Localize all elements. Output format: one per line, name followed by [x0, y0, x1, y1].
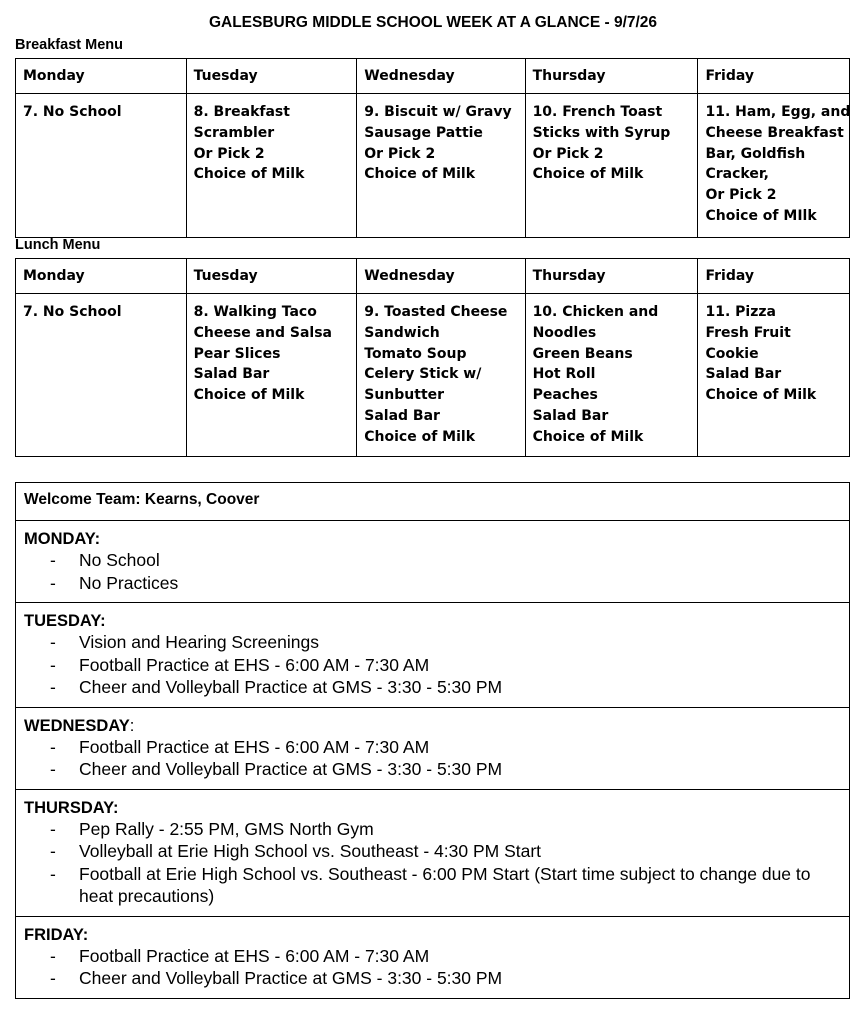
event-list: [24, 631, 841, 699]
lunch-menu-table: [15, 258, 850, 457]
menu-item: 10. Chicken and: [532, 304, 659, 320]
day-name: MONDAY: [24, 530, 95, 548]
breakfast-header-row: [16, 59, 850, 94]
weekly-info-box: [15, 482, 850, 999]
event-text: No School: [79, 550, 160, 570]
event-item: [24, 863, 841, 908]
menu-item: Choice of Milk: [364, 428, 475, 445]
dash-bullet: -: [50, 945, 56, 966]
menu-item: Pear Slices: [193, 345, 281, 362]
event-text: Pep Rally - 2:55 PM, GMS North Gym: [79, 818, 374, 839]
lunch-cell-wednesday: [357, 294, 525, 457]
menu-item: 11. Ham, Egg, and: [705, 104, 851, 120]
breakfast-header-thursday: Thursday: [525, 59, 698, 94]
event-item: [24, 654, 841, 677]
event-text: Football Practice at EHS - 6:00 AM - 7:30 AM: [79, 654, 430, 675]
breakfast-cell-monday: [16, 94, 187, 238]
menu-item: Choice of Milk: [532, 428, 644, 445]
day-section-thursday: [16, 789, 849, 916]
lunch-cell-monday: [16, 294, 187, 457]
event-item: [24, 676, 841, 699]
breakfast-header-tuesday: Tuesday: [186, 59, 357, 94]
event-text: Football Practice at EHS - 6:00 AM - 7:30 AM: [79, 736, 430, 757]
menu-item: Sticks with Syrup: [532, 124, 671, 141]
menu-item: Sunbutter: [364, 387, 445, 404]
day-section-friday: [16, 916, 849, 998]
day-heading: [24, 925, 841, 945]
event-text: Vision and Hearing Screenings: [79, 632, 319, 652]
event-list: [24, 736, 841, 781]
breakfast-menu-table: [15, 58, 850, 238]
day-heading: [24, 529, 841, 549]
lunch-header-row: [16, 259, 850, 294]
menu-item: Cracker,: [705, 166, 770, 183]
breakfast-menu-label: Breakfast Menu: [15, 37, 123, 53]
breakfast-header-friday: Friday: [698, 59, 850, 94]
event-item: [24, 967, 841, 990]
menu-item: Choice of Milk: [364, 166, 475, 183]
dash-bullet: -: [50, 818, 56, 839]
menu-item: Scrambler: [193, 124, 275, 141]
menu-item: Fresh Fruit: [705, 324, 791, 341]
day-section-monday: [16, 520, 849, 602]
page-title: GALESBURG MIDDLE SCHOOL WEEK AT A GLANCE - 9/7/26: [208, 14, 658, 31]
menu-item: Sausage Pattie: [364, 124, 483, 141]
lunch-menu-label: Lunch Menu: [15, 237, 101, 253]
menu-item: Salad Bar: [364, 407, 440, 424]
day-name: THURSDAY: [24, 798, 113, 817]
lunch-header-monday: Monday: [16, 259, 187, 294]
event-list: [24, 818, 841, 908]
dash-bullet: -: [50, 654, 56, 675]
day-section-tuesday: [16, 602, 849, 707]
dash-bullet: -: [50, 572, 56, 593]
menu-item: Tomato Soup: [364, 345, 467, 362]
event-text: Cheer and Volleyball Practice at GMS - 3:30 - 5:30 PM: [79, 677, 503, 697]
day-heading: [24, 716, 841, 736]
breakfast-cell-tuesday: [186, 94, 357, 238]
breakfast-cell-thursday: [525, 94, 698, 238]
day-colon: :: [112, 798, 119, 817]
menu-item: Bar, Goldfish: [705, 145, 806, 162]
day-heading: [24, 611, 841, 631]
lunch-items-row: [16, 294, 850, 457]
lunch-cell-friday: [698, 294, 850, 457]
lunch-header-tuesday: Tuesday: [186, 259, 357, 294]
menu-item: Salad Bar: [705, 366, 782, 383]
event-item: [24, 572, 841, 595]
dash-bullet: -: [50, 632, 56, 652]
day-name: TUESDAY: [24, 612, 101, 630]
menu-item: 7. No School: [23, 104, 122, 120]
menu-item: 8. Walking Taco: [193, 304, 317, 320]
event-text: No Practices: [79, 572, 179, 593]
event-text: Volleyball at Erie High School vs. Southeast - 4:30 PM Start: [79, 841, 542, 861]
menu-item: Or Pick 2: [532, 145, 604, 162]
menu-item: 8. Breakfast: [193, 104, 290, 120]
event-item: [24, 818, 841, 841]
dash-bullet: -: [50, 736, 56, 757]
menu-item: 11. Pizza: [705, 304, 776, 320]
menu-item: Choice of Milk: [193, 387, 305, 404]
menu-item: Noodles: [532, 324, 597, 341]
menu-item: Or Pick 2: [193, 145, 265, 162]
menu-item: Choice of Milk: [705, 387, 817, 404]
lunch-header-wednesday: Wednesday: [357, 259, 525, 294]
menu-item: Hot Roll: [532, 366, 596, 383]
breakfast-cell-wednesday: [357, 94, 525, 238]
lunch-cell-tuesday: [186, 294, 357, 457]
lunch-header-thursday: Thursday: [525, 259, 698, 294]
menu-item: Cheese Breakfast: [705, 124, 844, 141]
event-text: Cheer and Volleyball Practice at GMS - 3:30 - 5:30 PM: [79, 759, 503, 779]
breakfast-header-monday: Monday: [16, 59, 187, 94]
event-item: [24, 549, 841, 572]
event-text: Football Practice at EHS - 6:00 AM - 7:30 AM: [79, 945, 430, 966]
menu-item: Sandwich: [364, 324, 440, 341]
event-item: [24, 631, 841, 654]
event-item: [24, 758, 841, 781]
dash-bullet: -: [50, 759, 56, 779]
menu-item: 7. No School: [23, 304, 122, 320]
day-colon: :: [82, 925, 89, 944]
dash-bullet: -: [50, 863, 56, 884]
breakfast-items-row: [16, 94, 850, 238]
day-colon: :: [129, 716, 135, 735]
menu-item: Salad Bar: [532, 407, 609, 424]
dash-bullet: -: [50, 677, 56, 697]
menu-item: Cookie: [705, 345, 759, 362]
dash-bullet: -: [50, 550, 56, 570]
menu-item: Salad Bar: [193, 366, 270, 383]
menu-item: 9. Toasted Cheese: [364, 304, 508, 320]
event-list: [24, 549, 841, 594]
menu-item: Choice of Milk: [193, 166, 305, 183]
menu-item: Choice of Milk: [532, 166, 644, 183]
menu-item: Or Pick 2: [364, 145, 436, 162]
dash-bullet: -: [50, 841, 56, 861]
breakfast-header-wednesday: Wednesday: [357, 59, 525, 94]
menu-item: Celery Stick w/: [364, 366, 482, 383]
day-heading: [24, 798, 841, 818]
day-colon: :: [94, 530, 101, 548]
dash-bullet: -: [50, 968, 56, 988]
day-section-wednesday: [16, 707, 849, 789]
lunch-header-friday: Friday: [698, 259, 850, 294]
menu-item: 10. French Toast: [532, 104, 663, 120]
menu-item: Choice of MIlk: [705, 207, 817, 224]
menu-item: Peaches: [532, 387, 598, 404]
menu-item: Or Pick 2: [705, 187, 777, 204]
event-text: Cheer and Volleyball Practice at GMS - 3:30 - 5:30 PM: [79, 968, 503, 988]
menu-item: Cheese and Salsa: [193, 324, 332, 341]
event-item: [24, 736, 841, 759]
menu-item: Green Beans: [532, 345, 633, 362]
breakfast-cell-friday: [698, 94, 850, 238]
day-colon: :: [100, 612, 106, 630]
event-item: [24, 840, 841, 863]
day-name: FRIDAY: [24, 925, 83, 944]
event-item: [24, 945, 841, 968]
event-list: [24, 945, 841, 990]
event-text: Football at Erie High School vs. Southeast - 6:00 PM Start (Start time subject to change due to heat precautions): [79, 863, 811, 906]
lunch-cell-thursday: [525, 294, 698, 457]
welcome-team: Welcome Team: Kearns, Coover: [24, 491, 260, 508]
day-name: WEDNESDAY: [24, 716, 130, 735]
menu-item: 9. Biscuit w/ Gravy: [364, 104, 512, 120]
